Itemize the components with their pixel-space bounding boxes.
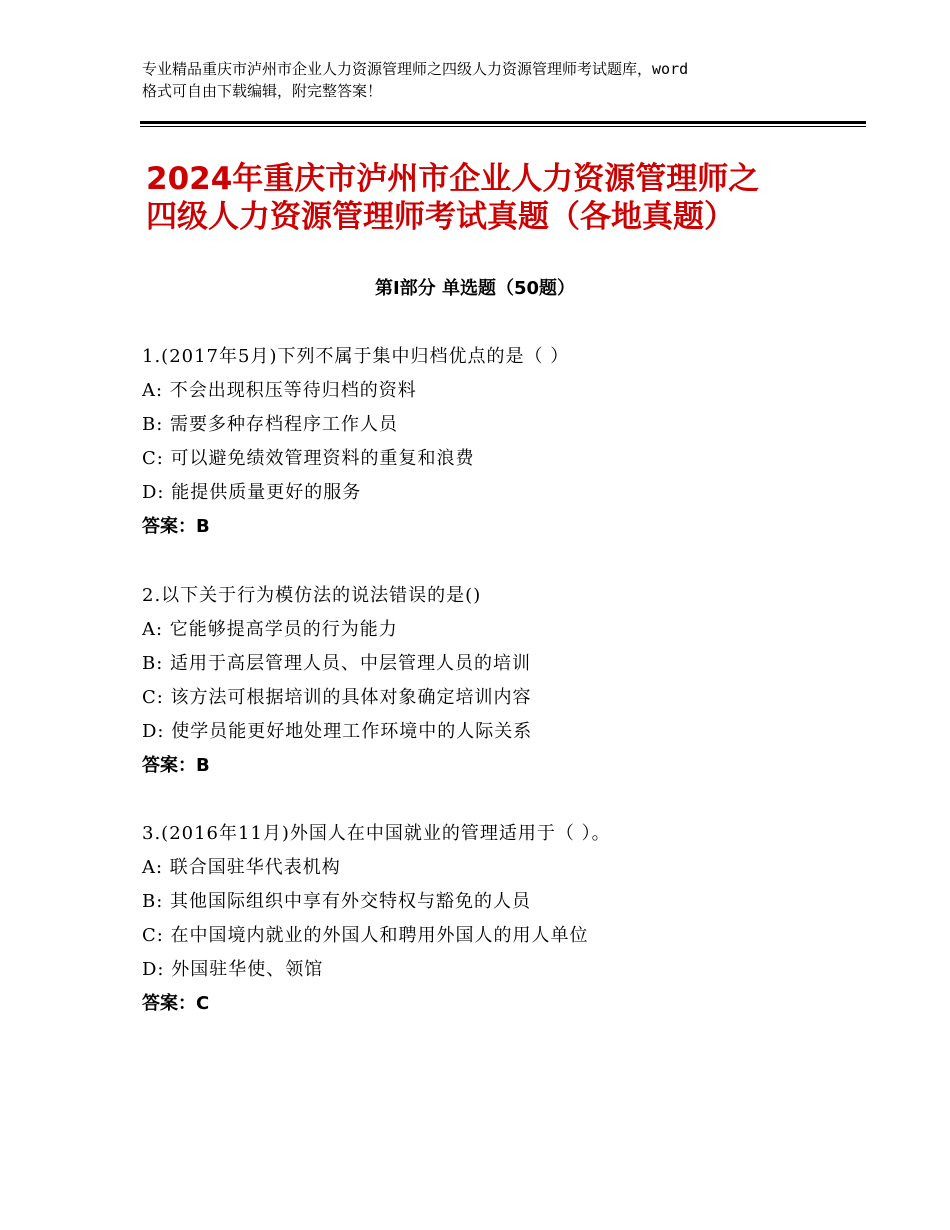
option-c: C: 该方法可根据培训的具体对象确定培训内容 xyxy=(142,687,532,708)
option-b: B: 其他国际组织中享有外交特权与豁免的人员 xyxy=(142,891,532,912)
answer: 答案：B xyxy=(142,516,210,537)
option-c: C: 在中国境内就业的外国人和聘用外国人的用人单位 xyxy=(142,925,589,946)
question-2 xyxy=(142,579,862,783)
option-a: A: 不会出现积压等待归档的资料 xyxy=(142,380,417,401)
answer: 答案：C xyxy=(142,993,210,1014)
option-b: B: 适用于高层管理人员、中层管理人员的培训 xyxy=(142,653,532,674)
header-divider-thin xyxy=(140,126,866,127)
option-a: A: 联合国驻华代表机构 xyxy=(142,857,341,878)
header-note-line-2: 格式可自由下载编辑，附完整答案！ xyxy=(142,82,383,100)
document-title xyxy=(146,160,846,236)
header-note-line-1: 专业精品重庆市泸州市企业人力资源管理师之四级人力资源管理师考试题库，word xyxy=(142,60,689,78)
answer: 答案：B xyxy=(142,755,210,776)
question-stem: 3.(2016年11月)外国人在中国就业的管理适用于（ ）。 xyxy=(142,823,611,844)
question-3 xyxy=(142,817,862,1021)
document-title-line-1: 2024年重庆市泸州市企业人力资源管理师之 xyxy=(146,161,760,197)
question-1 xyxy=(142,340,862,544)
header-note xyxy=(142,58,822,102)
option-c: C: 可以避免绩效管理资料的重复和浪费 xyxy=(142,448,475,469)
document-title-line-2: 四级人力资源管理师考试真题（各地真题） xyxy=(146,199,735,235)
question-stem: 2.以下关于行为模仿法的说法错误的是() xyxy=(142,585,482,606)
header-divider-thick xyxy=(140,121,866,124)
option-b: B: 需要多种存档程序工作人员 xyxy=(142,414,399,435)
option-a: A: 它能够提高学员的行为能力 xyxy=(142,619,398,640)
option-d: D: 使学员能更好地处理工作环境中的人际关系 xyxy=(142,721,533,742)
option-d: D: 能提供质量更好的服务 xyxy=(142,482,362,503)
option-d: D: 外国驻华使、领馆 xyxy=(142,959,324,980)
section-title: 第Ⅰ部分 单选题（50题） xyxy=(374,278,575,299)
question-stem: 1.(2017年5月)下列不属于集中归档优点的是（ ） xyxy=(142,346,570,367)
